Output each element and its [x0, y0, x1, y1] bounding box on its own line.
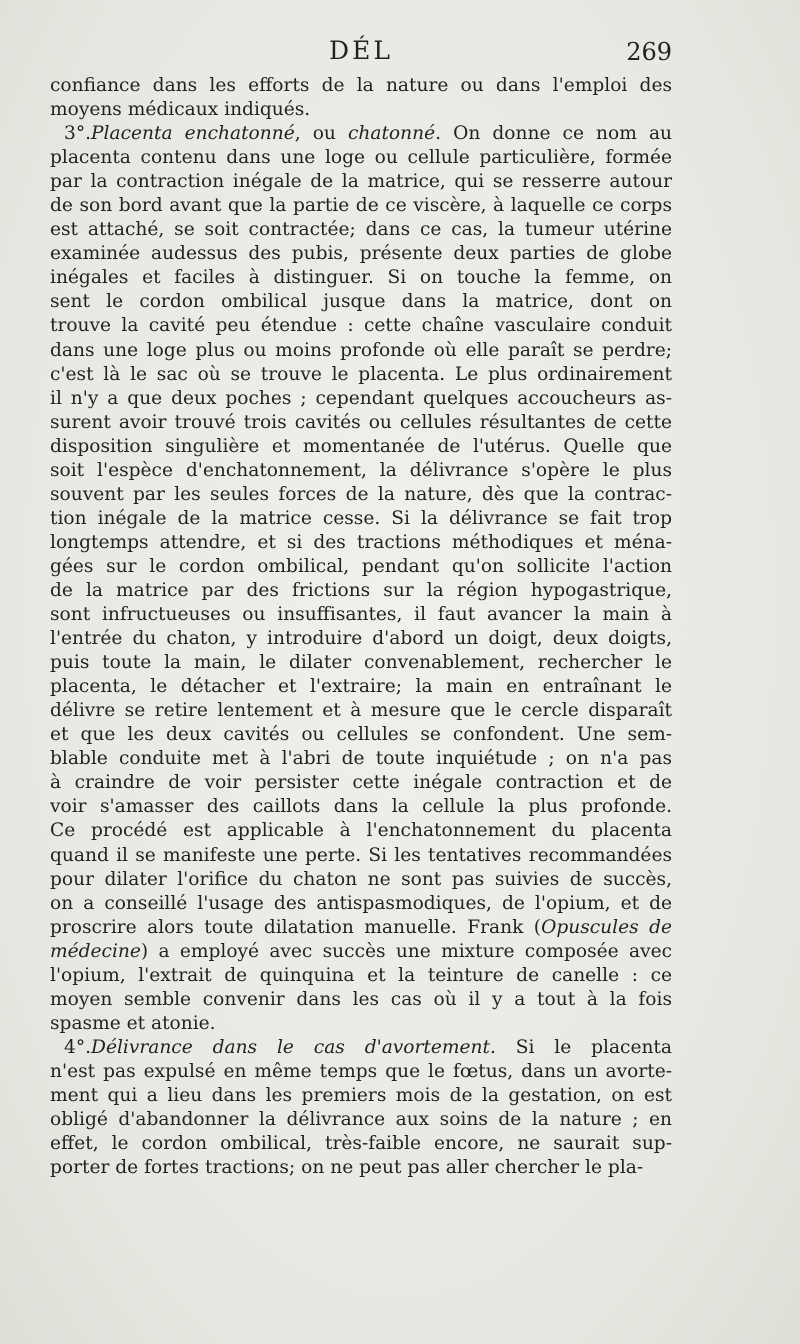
text-line: [50, 747, 672, 771]
text-line: [50, 1036, 672, 1060]
text-run: par la contraction inégale de la matrice, qui se resserre autour: [50, 171, 672, 193]
text-line: [50, 339, 672, 363]
text-run: porter de fortes tractions; on ne peut pas aller chercher le pla-: [50, 1157, 644, 1179]
text-run: , ou: [294, 123, 348, 145]
section-number: 3°.: [64, 123, 92, 145]
text-run: c'est là le sac où se trouve le placenta. Le plus ordinairement: [50, 363, 672, 385]
text-line: [50, 916, 672, 940]
text-run: proscrire alors toute dilatation manuelle. Frank (: [50, 916, 542, 938]
italic-term: Placenta enchatonné: [91, 123, 295, 145]
text-run: l'opium, l'extrait de quinquina et la teinture de canelle : ce: [50, 964, 672, 986]
text-run: obligé d'abandonner la délivrance aux soins de la nature ; en: [50, 1109, 672, 1131]
text-line: [50, 314, 672, 338]
text-run: dans une loge plus ou moins profonde où elle paraît se perdre;: [50, 339, 672, 361]
italic-term: Délivrance dans le cas d'avortement.: [91, 1036, 496, 1058]
text-run: de son bord avant que la partie de ce viscère, à laquelle ce corps: [50, 195, 672, 217]
text-run: ment qui a lieu dans les premiers mois de la gestation, on est: [50, 1084, 672, 1106]
text-run: l'entrée du chaton, y introduire d'abord un doigt, deux doigts,: [50, 628, 672, 650]
text-line: [50, 363, 672, 387]
text-run: est attaché, se soit contractée; dans ce cas, la tumeur utérine: [50, 219, 672, 241]
text-run: examinée audessus des pubis, présente deux parties de globe: [50, 243, 672, 265]
text-line: [50, 844, 672, 868]
text-line: [50, 266, 672, 290]
text-line: [50, 170, 672, 194]
text-run: pour dilater l'orifice du chaton ne sont pas suivies de succès,: [50, 868, 672, 890]
text-line: [50, 387, 672, 411]
text-line: [50, 194, 672, 218]
text-run: effet, le cordon ombilical, très-faible encore, ne saurait sup-: [50, 1133, 672, 1155]
text-line: [50, 723, 672, 747]
text-line: [50, 146, 672, 170]
text-line: [50, 988, 672, 1012]
text-run: sent le cordon ombilical jusque dans la matrice, dont on: [50, 291, 672, 313]
text-run: on a conseillé l'usage des antispasmodiques, de l'opium, et de: [50, 892, 672, 914]
text-line: [50, 1060, 672, 1084]
text-run: disposition singulière et momentanée de l'utérus. Quelle que: [50, 435, 672, 457]
italic-term: chatonné: [347, 123, 436, 145]
body-text: [50, 74, 672, 1180]
text-line: [50, 435, 672, 459]
text-run: soit l'espèce d'enchatonnement, la délivrance s'opère le plus: [50, 459, 672, 481]
text-run: confiance dans les efforts de la nature ou dans l'emploi des: [50, 75, 672, 96]
text-run: voir s'amasser des caillots dans la cellule la plus profonde.: [50, 796, 672, 818]
text-run: quand il se manifeste une perte. Si les tentatives recommandées: [50, 844, 672, 866]
text-line: [50, 627, 672, 651]
text-run: à craindre de voir persister cette inégale contraction et de: [50, 772, 672, 794]
section-number: 4°.: [64, 1036, 92, 1058]
running-head: DÉL: [329, 36, 393, 65]
text-run: délivre se retire lentement et à mesure que le cercle disparaît: [50, 700, 672, 722]
text-line: [50, 1012, 672, 1036]
text-line: [50, 699, 672, 723]
italic-term: médecine: [50, 940, 141, 962]
text-run: n'est pas expulsé en même temps que le fœtus, dans un avorte-: [50, 1060, 672, 1082]
text-line: [50, 940, 672, 964]
text-line: [50, 868, 672, 892]
text-line: [50, 651, 672, 675]
text-run: Ce procédé est applicable à l'enchatonnement du placenta: [50, 820, 672, 842]
text-line: [50, 218, 672, 242]
text-run: souvent par les seules forces de la nature, dès que la contrac-: [50, 483, 672, 505]
text-line: [50, 74, 672, 98]
text-run: placenta contenu dans une loge ou cellule particulière, formée: [50, 147, 672, 169]
text-line: [50, 964, 672, 988]
text-run: . On donne ce nom au: [435, 123, 672, 145]
text-line: [50, 290, 672, 314]
text-line: [50, 819, 672, 843]
text-run: puis toute la main, le dilater convenablement, rechercher le: [50, 652, 672, 674]
text-line: [50, 1108, 672, 1132]
text-line: [50, 122, 672, 146]
text-line: [50, 507, 672, 531]
text-line: [50, 603, 672, 627]
text-run: gées sur le cordon ombilical, pendant qu'on sollicite l'action: [50, 555, 672, 577]
text-line: [50, 483, 672, 507]
text-run: trouve la cavité peu étendue : cette chaîne vasculaire conduit: [50, 315, 672, 337]
text-line: [50, 1132, 672, 1156]
text-run: placenta, le détacher et l'extraire; la main en entraînant le: [50, 676, 672, 698]
text-line: [50, 771, 672, 795]
text-line: [50, 1084, 672, 1108]
text-line: [50, 675, 672, 699]
text-line: [50, 892, 672, 916]
text-run: ) a employé avec succès une mixture composée avec: [140, 940, 672, 962]
text-line: [50, 795, 672, 819]
text-run: il n'y a que deux poches ; cependant quelques accoucheurs as-: [50, 387, 672, 409]
text-run: moyen semble convenir dans les cas où il y a tout à la fois: [50, 988, 672, 1010]
text-line: [50, 98, 672, 122]
text-run: surent avoir trouvé trois cavités ou cellules résultantes de cette: [50, 411, 672, 433]
text-line: [50, 459, 672, 483]
text-line: [50, 1156, 672, 1180]
text-line: [50, 555, 672, 579]
text-run: de la matrice par des frictions sur la région hypogastrique,: [50, 579, 672, 601]
text-line: [50, 242, 672, 266]
page-number: 269: [626, 38, 672, 66]
text-run: tion inégale de la matrice cesse. Si la délivrance se fait trop: [50, 507, 672, 529]
text-run: moyens médicaux indiqués.: [50, 99, 311, 121]
text-run: et que les deux cavités ou cellules se confondent. Une sem-: [50, 724, 672, 746]
text-line: [50, 531, 672, 555]
italic-term: Opuscules de: [541, 916, 672, 938]
text-run: inégales et faciles à distinguer. Si on touche la femme, on: [50, 267, 672, 289]
text-run: Si le placenta: [495, 1036, 672, 1058]
text-line: [50, 411, 672, 435]
page-header: [50, 36, 672, 72]
text-run: blable conduite met à l'abri de toute inquiétude ; on n'a pas: [50, 748, 672, 770]
text-run: spasme et atonie.: [50, 1012, 216, 1034]
text-run: sont infructueuses ou insuffisantes, il faut avancer la main à: [50, 604, 672, 626]
text-run: longtemps attendre, et si des tractions méthodiques et ména-: [50, 531, 672, 553]
text-line: [50, 579, 672, 603]
